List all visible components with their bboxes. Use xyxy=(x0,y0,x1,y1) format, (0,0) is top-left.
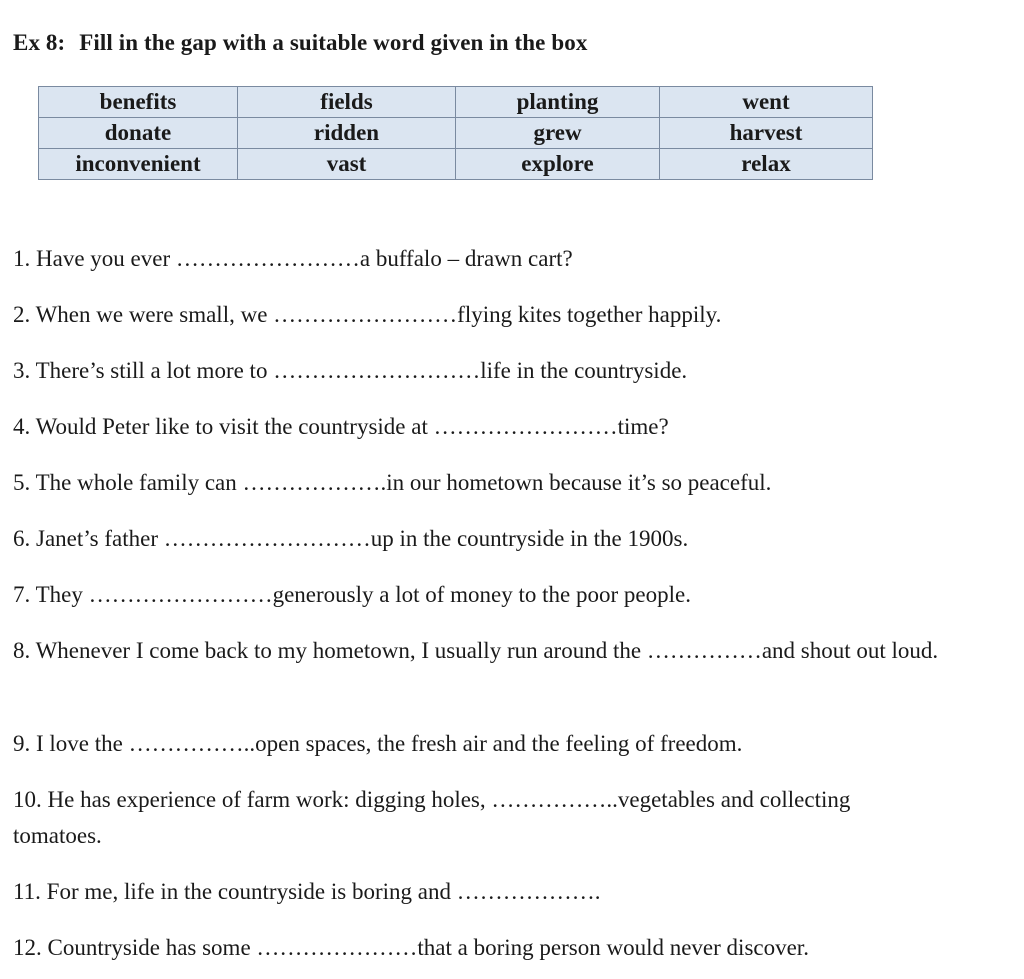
question-text: that a boring person would never discover. xyxy=(417,935,809,960)
question-item xyxy=(13,874,973,910)
answer-gap[interactable]: …………………… xyxy=(273,302,458,327)
question-item xyxy=(13,633,963,669)
question-text: 6. Janet’s father xyxy=(13,526,164,551)
word-box-row xyxy=(39,149,873,180)
question-text: 11. For me, life in the countryside is boring and xyxy=(13,879,457,904)
question-text: 10. He has experience of farm work: digging holes, xyxy=(13,787,492,812)
question-item xyxy=(13,577,973,613)
question-text: vegetables and collecting tomatoes. xyxy=(13,787,851,848)
word-cell: fields xyxy=(238,87,456,118)
answer-gap[interactable]: ……………………… xyxy=(273,358,481,383)
word-cell: went xyxy=(660,87,873,118)
question-text: generously a lot of money to the poor people. xyxy=(272,582,691,607)
question-text: 4. Would Peter like to visit the countryside at xyxy=(13,414,434,439)
exercise-instruction: Fill in the gap with a suitable word given in the box xyxy=(79,30,588,55)
question-item xyxy=(13,726,973,762)
question-text: in our hometown because it’s so peaceful. xyxy=(386,470,772,495)
question-text: 8. Whenever I come back to my hometown, I usually run around the xyxy=(13,638,647,663)
question-item xyxy=(13,409,973,445)
question-text: open spaces, the fresh air and the feeling of freedom. xyxy=(255,731,743,756)
answer-gap[interactable]: …………….. xyxy=(491,787,618,812)
word-cell: donate xyxy=(39,118,238,149)
exercise-title xyxy=(13,30,587,56)
question-item xyxy=(13,521,973,557)
question-text: 9. I love the xyxy=(13,731,129,756)
answer-gap[interactable]: …………………… xyxy=(433,414,618,439)
question-text: 7. They xyxy=(13,582,89,607)
question-text: 3. There’s still a lot more to xyxy=(13,358,274,383)
answer-gap[interactable]: …………………… xyxy=(175,246,360,271)
question-item xyxy=(13,782,913,854)
word-cell: inconvenient xyxy=(39,149,238,180)
answer-gap[interactable]: ………………… xyxy=(256,935,418,960)
word-cell: planting xyxy=(456,87,660,118)
word-box xyxy=(38,86,873,180)
question-item xyxy=(13,465,973,501)
answer-gap[interactable]: …………… xyxy=(646,638,762,663)
question-text: life in the countryside. xyxy=(480,358,688,383)
word-cell: explore xyxy=(456,149,660,180)
word-cell: harvest xyxy=(660,118,873,149)
question-item xyxy=(13,297,973,333)
question-text: 12. Countryside has some xyxy=(13,935,257,960)
question-text: and shout out loud. xyxy=(761,638,939,663)
question-text: 5. The whole family can xyxy=(13,470,243,495)
question-text: a buffalo – drawn cart? xyxy=(359,246,573,271)
word-cell: relax xyxy=(660,149,873,180)
word-box-row xyxy=(39,118,873,149)
answer-gap[interactable]: ………………. xyxy=(456,879,601,904)
word-cell: vast xyxy=(238,149,456,180)
word-box-row xyxy=(39,87,873,118)
answer-gap[interactable]: ………………. xyxy=(242,470,387,495)
word-cell: ridden xyxy=(238,118,456,149)
exercise-number: Ex 8: xyxy=(13,30,66,55)
question-item xyxy=(13,353,973,389)
question-item xyxy=(13,930,973,966)
answer-gap[interactable]: ……………………… xyxy=(163,526,371,551)
question-text: flying kites together happily. xyxy=(457,302,722,327)
question-text: 1. Have you ever xyxy=(13,246,176,271)
question-text: 2. When we were small, we xyxy=(13,302,274,327)
word-cell: benefits xyxy=(39,87,238,118)
question-text: time? xyxy=(617,414,669,439)
answer-gap[interactable]: …………………… xyxy=(88,582,273,607)
question-item xyxy=(13,241,973,277)
question-text: up in the countryside in the 1900s. xyxy=(370,526,689,551)
answer-gap[interactable]: …………….. xyxy=(128,731,256,756)
word-cell: grew xyxy=(456,118,660,149)
